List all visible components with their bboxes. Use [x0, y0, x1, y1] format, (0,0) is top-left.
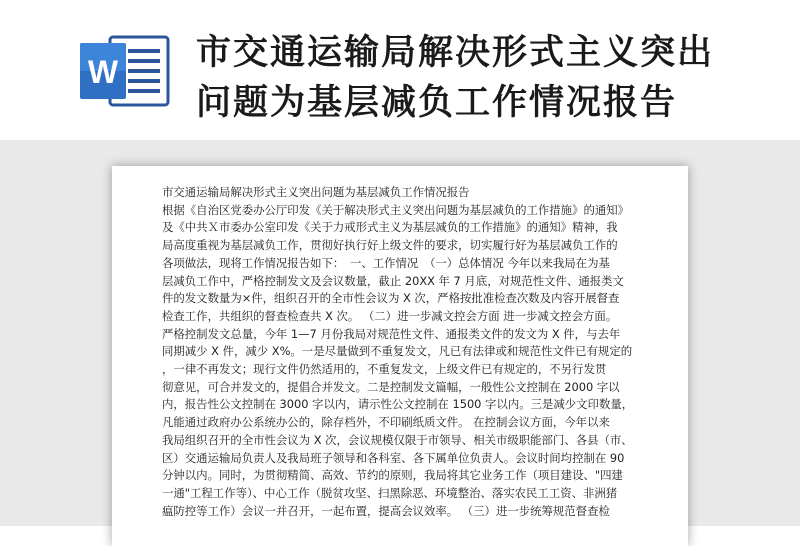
document-line: ，一律不再发文；现行文件仍然适用的，不重复发文，上级文件已有规定的，不另行发贯 — [162, 362, 607, 377]
document-page — [112, 166, 688, 546]
header-banner — [0, 0, 800, 140]
document-line: 件的发文数量为×件，组织召开的全市性会议为 X 次，严格按批准检查次数及内容开展督查 — [162, 291, 620, 306]
document-line: 及《中共Ｘ市委办公室印发《关于力戒形式主义为基层减负的工作措施》的通知》精神，我 — [162, 220, 618, 235]
document-line: 我局组织召开的全市性会议为 X 次，会议规模仅限于市领导、相关市级职能部门、各县（市、 — [162, 432, 633, 447]
document-line: 分钟以内。同时，为贯彻精简、高效、节约的原则，我局将其它业务工作（项目建设、"四建 — [162, 468, 623, 483]
document-line: 瘟防控等工作）会议一并召开，一起布置，提高会议效率。 （三）进一步统筹规范督查检 — [162, 503, 610, 518]
document-line: 各项做法，现将工作情况报告如下： 一、工作情况 （一）总体情况 今年以来我局在为基 — [162, 255, 610, 270]
title-line: 市交通运输局解决形式主义突出 — [196, 33, 715, 73]
document-line: 凡能通过政府办公系统办公的，除存档外，不印刷纸质文件。 在控制会议方面，今年以来 — [162, 415, 610, 430]
document-line: 市交通运输局解决形式主义突出问题为基层减负工作情况报告 — [162, 185, 470, 199]
page-title — [196, 28, 786, 128]
document-line: 区）交通运输局负责人及我局班子领导和各科室、各下属单位负责人。会议时间均控制在 90 — [162, 450, 625, 465]
svg-text:W: W — [87, 54, 119, 90]
word-document-icon — [76, 33, 172, 109]
document-line: 一通"工程工作等）、中心工作（脱贫攻坚、扫黑除恶、环境整治、落实农民工工资、非洲猪 — [162, 485, 618, 500]
document-line: 内，报告性公文控制在 3000 字以内，请示性公文控制在 1500 字以内。三是减少文印数量， — [162, 397, 634, 412]
title-line: 问题为基层减负工作情况报告 — [196, 83, 678, 123]
document-line: 检查工作，共组织的督查检查共 X 次。 （二）进一步减文控会方面 进一步减文控会方面。 — [162, 308, 618, 323]
document-line: 层减负工作中，严格控制发文及会议数量，截止 20XX 年 7 月底，对规范性文件、通报类文 — [162, 273, 624, 288]
document-line: 根据《自治区党委办公厅印发《关于解决形式主义突出问题为基层减负的工作措施》的通知》 — [162, 202, 630, 217]
document-body — [162, 184, 658, 520]
document-line: 彻意见，可合并发文的，提倡合并发文。二是控制发文篇幅，一般性公文控制在 2000 字以 — [162, 379, 620, 394]
document-line: 局高度重视为基层减负工作，贯彻好执行好上级文件的要求，切实履行好为基层减负工作的 — [162, 238, 618, 253]
document-line: 同期减少 X 件，减少 X%。一是尽量做到不重复发文，凡已有法律或和规范性文件已有规定的 — [162, 344, 633, 359]
document-line: 严格控制发文总量，今年 1—7 月份我局对规范性文件、通报类文件的发文为 X 件，与去年 — [162, 326, 621, 341]
